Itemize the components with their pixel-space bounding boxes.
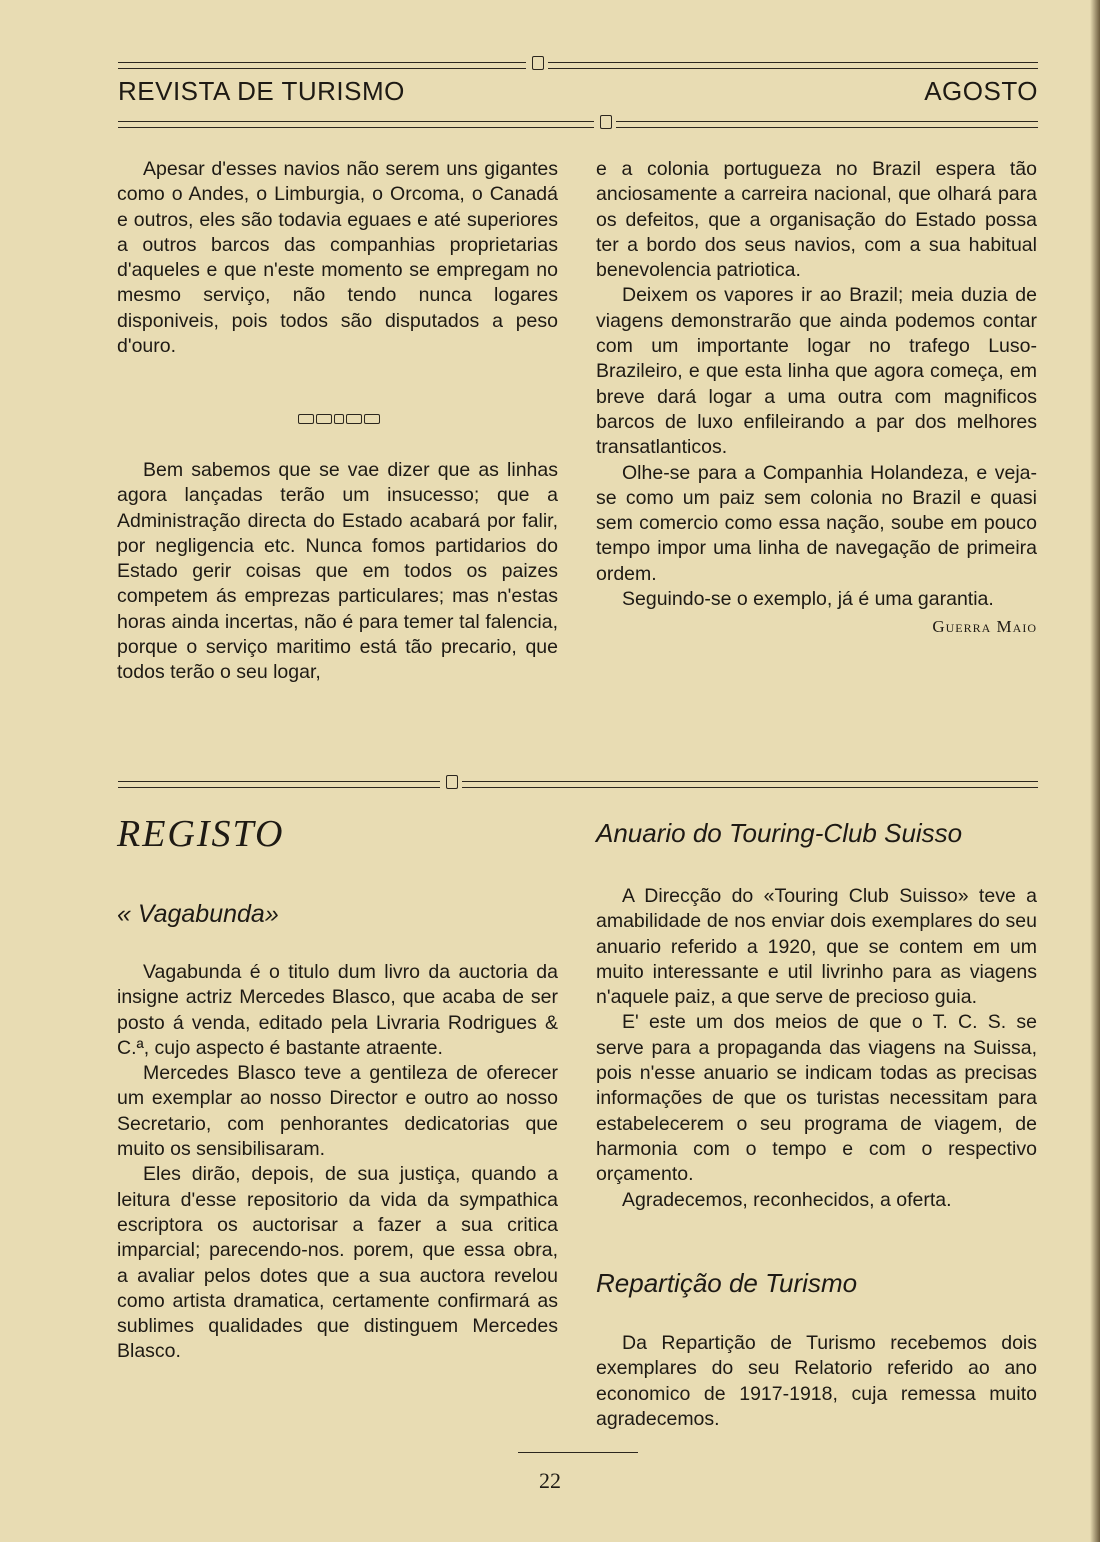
page-edge-shadow	[1090, 0, 1100, 1542]
paragraph: Mercedes Blasco teve a gentileza de oferecer um exemplar ao nosso Director e outro ao nosso Secretario, com penhorantes dedicatorias que muito os sensibilisaram.	[117, 1062, 558, 1161]
reparticao-column	[596, 1331, 1037, 1432]
paragraph: Da Repartição de Turismo recebemos dois exemplares do seu Relatorio referido ao ano economico de 1917-1918, cuja remessa muito agradecemos.	[596, 1332, 1037, 1430]
registo-column	[117, 960, 558, 1365]
rule-ornament	[532, 56, 544, 70]
rule-ornament	[446, 775, 458, 789]
issue-month: AGOSTO	[924, 76, 1038, 106]
top-article-right-column	[596, 157, 1037, 640]
paragraph: Eles dirão, depois, de sua justiça, quando a leitura d'esse repositorio da vida da sympathica escriptora os auctorisar a fazer a sua critica imparcial; parecendo-nos. porem, que essa obra, a avaliar pelos dotes que a sua auctora revelou como artista dramatica, certamente confirmará as sublimes qualidades que distinguem Mercedes Blasco.	[117, 1163, 558, 1363]
section-ornament	[298, 414, 380, 424]
page-number: 22	[539, 1468, 561, 1493]
header-rule-bottom	[118, 121, 1038, 128]
footer-rule	[518, 1452, 638, 1453]
paragraph: Olhe-se para a Companhia Holandeza, e veja-se como um paiz sem colonia no Brazil e quasi sem comercio como essa nação, soube em pouco tempo impor uma linha de navegação de primeira ordem.	[596, 461, 1037, 585]
vagabunda-heading: « Vagabunda»	[117, 900, 279, 928]
paragraph: Deixem os vapores ir ao Brazil; meia duzia de viagens demonstrarão que ainda podemos contar com um importante logar no trafego Luso-Brazileiro, e que esta linha que agora começa, em breve dará logar a uma outra com magnificos barcos de luxo enfileirando a par dos melhores transatlanticos.	[596, 284, 1037, 459]
paragraph: Agradecemos, reconhecidos, a oferta.	[622, 1188, 952, 1211]
header-rule-top	[118, 62, 1038, 69]
paragraph: Vagabunda é o titulo dum livro da auctoria da insigne actriz Mercedes Blasco, que acaba de ser posto á venda, editado pela Livraria Rodrigues & C.ª, cujo aspecto é bastante atraente.	[117, 961, 558, 1059]
section-divider-rule	[118, 781, 1038, 788]
rule-ornament	[600, 115, 612, 129]
anuario-heading: Anuario do Touring-Club Suisso	[596, 818, 963, 848]
reparticao-heading: Repartição de Turismo	[596, 1268, 858, 1298]
paragraph: Bem sabemos que se vae dizer que as linhas agora lançadas terão um insucesso; que a Administração directa do Estado acabará por falir, por negligencia etc. Nunca fomos partidarios do Estado gerir coisas que em todos os paizes competem ás emprezas particulares; mas n'estas horas ainda incertas, não é para temer tal falencia, porque o serviço maritimo está tão precario, que todos terão o seu logar,	[117, 459, 558, 684]
top-article-left-column-cont	[117, 458, 558, 686]
paragraph: E' este um dos meios de que o T. C. S. se serve para a propaganda das viagens na Suissa, pois n'esse anuario se indicam todas as precisas informações de que os turistas necessitam para estabelecerem o seu programa de viagem, de harmonia com o tempo e com o respectivo orçamento.	[596, 1011, 1037, 1186]
running-head	[118, 76, 1038, 112]
paragraph: e a colonia portugueza no Brazil espera tão anciosamente a carreira nacional, que olhará para os defeitos, que a organisação do Estado possa ter a bordo dos seus navios, com a sua habitual benevolencia patriotica.	[596, 158, 1037, 282]
registo-heading: REGISTO	[117, 813, 285, 855]
paragraph: Seguindo-se o exemplo, já é uma garantia.	[622, 588, 994, 611]
anuario-column	[596, 884, 1037, 1213]
paragraph: A Direcção do «Touring Club Suisso» teve a amabilidade de nos enviar dois exemplares do seu anuario referido a 1920, que se contem em um muito interessante e util livrinho para as viagens n'aquele paiz, a que serve de precioso guia.	[596, 885, 1037, 1009]
paragraph: Apesar d'esses navios não serem uns gigantes como o Andes, o Limburgia, o Orcoma, o Canadá e outros, eles são todavia eguaes e até superiores a outros barcos das companhias proprietarias d'aqueles e que n'este momento se empregam no mesmo serviço, não tendo nunca logares disponiveis, pois todos são disputados a peso d'ouro.	[117, 158, 558, 358]
journal-title: REVISTA DE TURISMO	[118, 76, 405, 106]
author-signature: Guerra Maio	[932, 617, 1037, 637]
top-article-left-column	[117, 157, 558, 359]
